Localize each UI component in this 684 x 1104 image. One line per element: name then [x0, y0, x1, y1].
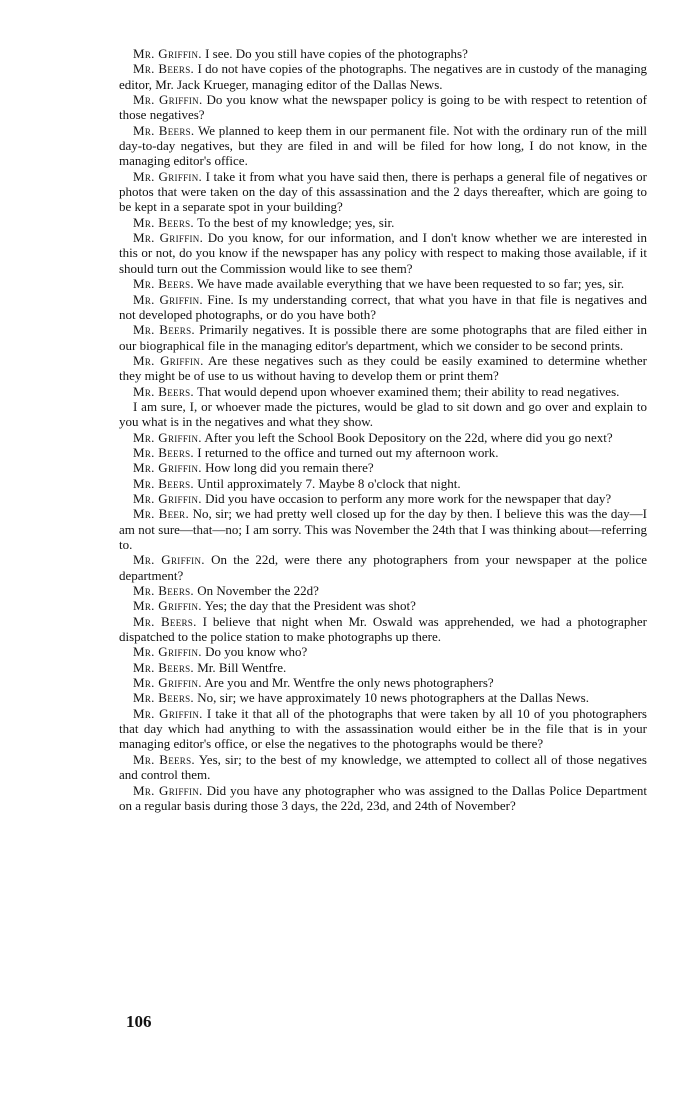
speech-text: After you left the School Book Depository on the 22d, where did you go next?: [201, 429, 613, 445]
speech-text: I do not have copies of the photographs. The negatives are in custody of the managing editor, Mr. Jack Krueger, managing editor of the Dallas News.: [119, 61, 647, 92]
speech-text: How long did you remain there?: [201, 460, 374, 476]
speaker-name: Mr. Beers.: [133, 214, 194, 230]
transcript-body: [119, 46, 647, 813]
testimony-paragraph: [119, 783, 647, 814]
speaker-name: Mr. Griffin.: [133, 429, 202, 445]
speech-text: Do you know who?: [201, 644, 308, 660]
testimony-paragraph: [119, 92, 647, 123]
testimony-paragraph: [119, 660, 647, 675]
testimony-paragraph: [119, 230, 647, 276]
speech-text: Primarily negatives. It is possible there are some photographs that are filed either in our biographical file in the managing editor's department, which we consider to be second prints.: [119, 322, 647, 353]
speech-text: On the 22d, were there any photographers from your newspaper at the police department?: [119, 552, 647, 583]
testimony-paragraph: [119, 706, 647, 752]
speech-text: We have made available everything that we have been requested to so far; yes, sir.: [194, 276, 625, 292]
speaker-name: Mr. Griffin.: [133, 598, 202, 614]
speech-text: Are you and Mr. Wentfre the only news photographers?: [201, 675, 494, 691]
speech-text: No, sir; we had pretty well closed up for the day by then. I believe this was the day—I am not sure—that—no; I am sorry. This was November the 24th that I was thinking about—referring to.: [119, 506, 647, 552]
speaker-name: Mr. Griffin.: [133, 705, 203, 721]
testimony-paragraph: [119, 491, 647, 506]
speech-text: On November the 22d?: [194, 583, 319, 599]
speech-text: Did you have occasion to perform any more work for the newspaper that day?: [201, 490, 612, 506]
testimony-paragraph: [119, 399, 647, 430]
testimony-paragraph: [119, 614, 647, 645]
speaker-name: Mr. Beers.: [133, 276, 194, 292]
speaker-name: Mr. Griffin.: [133, 782, 203, 798]
speaker-name: Mr. Beers.: [133, 613, 197, 629]
speaker-name: Mr. Griffin.: [133, 92, 203, 108]
speaker-name: Mr. Griffin.: [133, 291, 203, 307]
speaker-name: Mr. Beers.: [133, 583, 194, 599]
speaker-name: Mr. Griffin.: [133, 46, 202, 61]
speaker-name: Mr. Beers.: [133, 383, 194, 399]
testimony-paragraph: [119, 353, 647, 384]
speaker-name: Mr. Griffin.: [133, 644, 202, 660]
speaker-name: Mr. Griffin.: [133, 460, 202, 476]
testimony-paragraph: [119, 322, 647, 353]
testimony-paragraph: [119, 276, 647, 291]
testimony-paragraph: [119, 644, 647, 659]
speech-text: To the best of my knowledge; yes, sir.: [194, 214, 395, 230]
speech-text: Fine. Is my understanding correct, that what you have in that file is negatives and not developed photographs, or do you have both?: [119, 291, 647, 322]
speaker-name: Mr. Griffin.: [133, 230, 204, 246]
speaker-name: Mr. Griffin.: [133, 352, 204, 368]
speaker-name: Mr. Griffin.: [133, 490, 202, 506]
speaker-name: Mr. Beers.: [133, 751, 195, 767]
testimony-paragraph: [119, 506, 647, 552]
testimony-paragraph: [119, 215, 647, 230]
speaker-name: Mr. Beers.: [133, 690, 194, 706]
speech-text: I take it from what you have said then, there is perhaps a general file of negatives or photos that were taken on the day of this assassination and the 2 days thereafter, which are going to be kept in a separate spot in your building?: [119, 168, 647, 215]
speaker-name: Mr. Beers.: [133, 122, 195, 138]
testimony-paragraph: [119, 675, 647, 690]
speech-text: Are these negatives such as they could be easily examined to determine whether they might be of use to us without having to develop them or print them?: [119, 352, 648, 384]
speech-text: Yes, sir; to the best of my knowledge, we attempted to collect all of those negatives and control them.: [119, 751, 647, 783]
speech-text: I returned to the office and turned out my afternoon work.: [194, 444, 499, 460]
testimony-paragraph: [119, 598, 647, 613]
speaker-name: Mr. Beer.: [133, 506, 190, 522]
testimony-paragraph: [119, 169, 647, 215]
testimony-paragraph: [119, 123, 647, 169]
testimony-paragraph: [119, 752, 647, 783]
testimony-paragraph: [119, 46, 647, 61]
testimony-paragraph: [119, 292, 647, 323]
speech-text: Do you know what the newspaper policy is going to be with respect to retention of those negatives?: [119, 92, 647, 123]
speaker-name: Mr. Beers.: [133, 322, 195, 338]
testimony-paragraph: [119, 583, 647, 598]
speech-text: Mr. Bill Wentfre.: [194, 659, 287, 675]
testimony-paragraph: [119, 460, 647, 475]
speaker-name: Mr. Griffin.: [133, 168, 203, 184]
speech-text: No, sir; we have approximately 10 news photographers at the Dallas News.: [194, 690, 589, 706]
speech-text: Did you have any photographer who was assigned to the Dallas Police Department on a regular basis during those 3 days, the 22d, 23d, and 24th of November?: [119, 782, 647, 813]
speech-text: I take it that all of the photographs that were taken by all 10 of you photographers that day which had anything to with the assassination would either be in the file that is in your managing editor's office, or else the negatives to the photographs would be there?: [119, 705, 647, 752]
speech-text: Until approximately 7. Maybe 8 o'clock that night.: [194, 475, 461, 491]
speech-text: That would depend upon whoever examined them; their ability to read negatives.: [194, 383, 620, 399]
speaker-name: Mr. Beers.: [133, 61, 195, 77]
speech-text: Yes; the day that the President was shot?: [201, 598, 416, 614]
speech-text: I am sure, I, or whoever made the pictures, would be glad to sit down and go over and explain to you what is in the negatives and what they show.: [119, 398, 647, 430]
speaker-name: Mr. Beers.: [133, 659, 194, 675]
speaker-name: Mr. Beers.: [133, 444, 194, 460]
speaker-name: Mr. Beers.: [133, 475, 194, 491]
testimony-paragraph: [119, 445, 647, 460]
testimony-paragraph: [119, 61, 647, 92]
testimony-paragraph: [119, 690, 647, 705]
testimony-paragraph: [119, 430, 647, 445]
page-number: 106: [126, 1012, 152, 1031]
speaker-name: Mr. Griffin.: [133, 675, 202, 691]
speech-text: Do you know, for our information, and I don't know whether we are interested in this or not, do you know if the newspaper has any policy with respect to making those available, if it should turn out the Commission would like to see them?: [119, 230, 648, 276]
speaker-name: Mr. Griffin.: [133, 552, 205, 568]
testimony-paragraph: [119, 384, 647, 399]
testimony-paragraph: [119, 476, 647, 491]
testimony-paragraph: [119, 552, 647, 583]
speech-text: I see. Do you still have copies of the photographs?: [201, 46, 468, 61]
speech-text: I believe that night when Mr. Oswald was apprehended, we had a photographer dispatched to the police station to make photographs up there.: [119, 613, 647, 645]
speech-text: We planned to keep them in our permanent file. Not with the ordinary run of the mill day-to-day negatives, but they are filed in and will be filed for how long, I do not know, in the managing editor's office.: [119, 122, 647, 169]
